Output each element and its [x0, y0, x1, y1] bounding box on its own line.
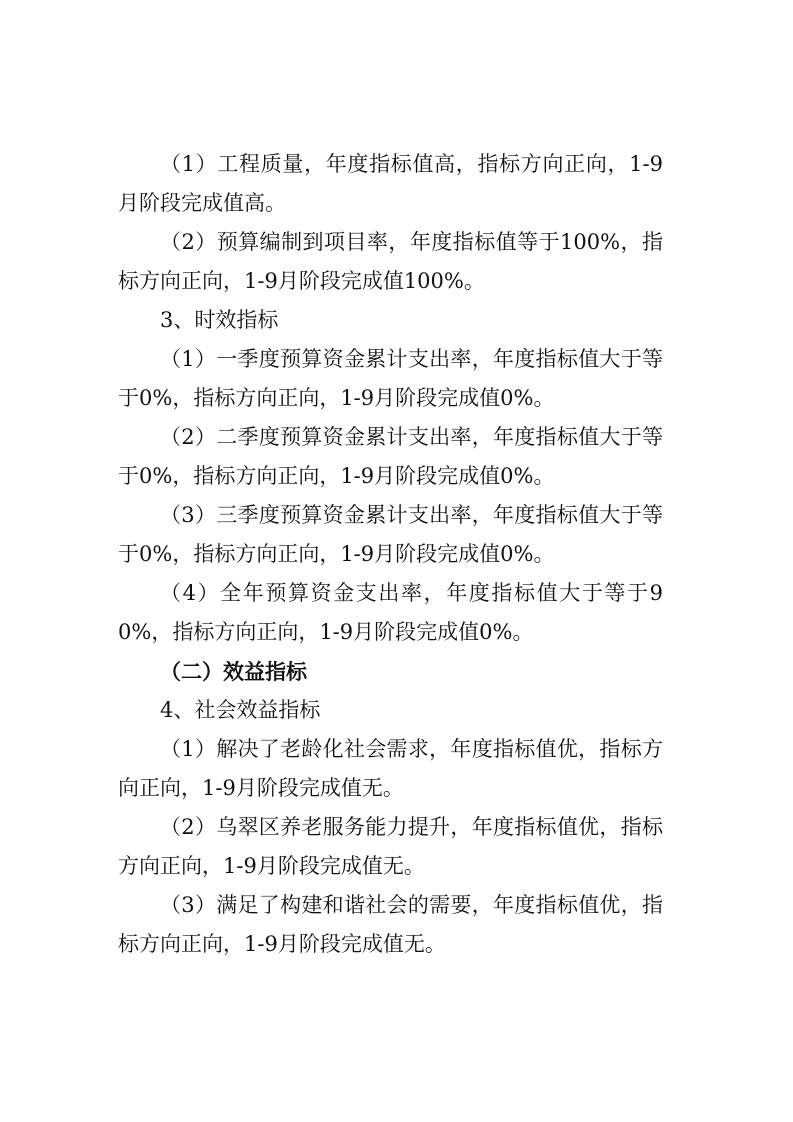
paragraph-q3-expenditure-rate: （3）三季度预算资金累计支出率，年度指标值大于等于0%，指标方向正向，1-9月阶段完成值0%。 — [118, 503, 663, 566]
paragraph-aging-society-needs: （1）解决了老龄化社会需求，年度指标值优，指标方向正向，1-9月阶段完成值无。 — [118, 737, 663, 800]
paragraph-budget-compilation-rate: （2）预算编制到项目率，年度指标值等于100%，指标方向正向，1-9月阶段完成值100%。 — [118, 230, 663, 293]
paragraph-harmonious-society: （3）满足了构建和谐社会的需要，年度指标值优，指标方向正向，1-9月阶段完成值无。 — [118, 893, 663, 956]
paragraph-engineering-quality: （1）工程质量，年度指标值高，指标方向正向，1-9月阶段完成值高。 — [118, 152, 663, 215]
heading-timeliness-indicators: 3、时效指标 — [160, 308, 279, 332]
heading-social-benefit-indicators: 4、社会效益指标 — [160, 698, 321, 722]
paragraph-annual-expenditure-rate: （4）全年预算资金支出率，年度指标值大于等于90%，指标方向正向，1-9月阶段完成值0%。 — [118, 581, 663, 644]
heading-benefit-indicators: （二）效益指标 — [160, 659, 307, 684]
paragraph-elderly-service-capacity: （2）乌翠区养老服务能力提升，年度指标值优，指标方向正向，1-9月阶段完成值无。 — [118, 815, 663, 878]
paragraph-q2-expenditure-rate: （2）二季度预算资金累计支出率，年度指标值大于等于0%，指标方向正向，1-9月阶段完成值0%。 — [118, 425, 663, 488]
paragraph-q1-expenditure-rate: （1）一季度预算资金累计支出率，年度指标值大于等于0%，指标方向正向，1-9月阶段完成值0%。 — [118, 347, 663, 410]
document-body — [118, 145, 663, 964]
